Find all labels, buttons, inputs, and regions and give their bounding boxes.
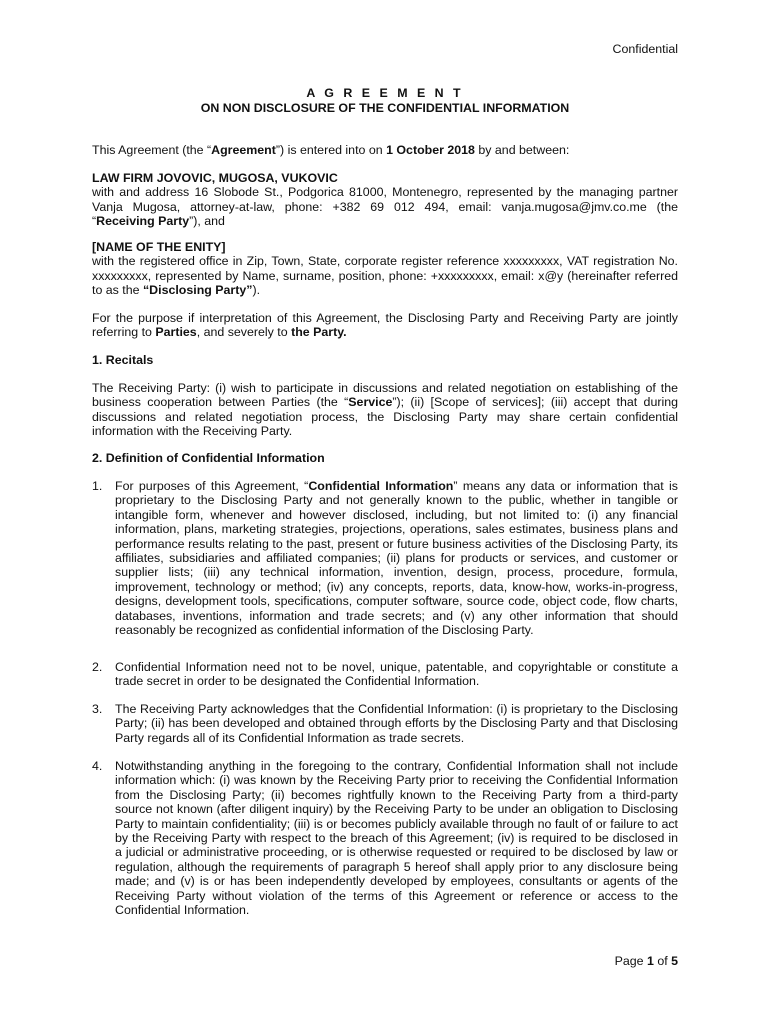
- intro-text-middle: ”) is entered into on: [275, 143, 387, 157]
- item-text-before: For purposes of this Agreement, “: [115, 479, 309, 493]
- disclosing-details-text: with the registered office in Zip, Town, State, corporate register reference xxxxxxxxx, VAT registration No. xxxxxxxxx, represented by Name, surname, position, phone: +xxxxxxxxx, email: x@y (hereinafter referred to as the: [92, 254, 678, 298]
- list-item: [92, 702, 678, 745]
- list-item-text: [115, 479, 678, 637]
- recitals-after: ”); (ii) [Scope of services]; (iii) accept that during discussions and related negotiation process, the Disclosing Party may share certain confidential information with the Receiving Party.: [92, 395, 678, 439]
- disclosing-after: ).: [252, 283, 261, 298]
- intro-paragraph: [92, 143, 678, 157]
- intro-text-before: This Agreement (the “: [92, 143, 212, 157]
- confidential-information-term: Confidential Information: [308, 479, 454, 493]
- purpose-before: For the purpose if interpretation of this Agreement, the Disclosing Party and Receiving Party are jointly referring to: [92, 311, 678, 340]
- page-current: 1: [646, 954, 654, 968]
- receiving-party-block: [92, 171, 678, 229]
- receiving-details-text: with and address 16 Slobode St., Podgorica 81000, Montenegro, represented by the managing partner Vanja Mugosa, attorney-at-law, phone: +382 69 012 494, email: vanja.mugosa@jmv.co.me (the “: [92, 185, 678, 229]
- item-text-before: Confidential Information need not to be novel, unique, patentable, and copyrightable or constitute a trade secret in order to be designated the Confidential Information.: [115, 660, 678, 689]
- item-text-after: ” means any data or information that is proprietary to the Disclosing Party and not generally known to the public, whether in tangible or intangible form, whenever and however disclosed, including, but not limited to: (i) any financial information, plans, marketing strategies, projections, operations, sales estimates, business plans and performance results relating to the past, present or future business activities of the Disclosing Party, its affiliates, subsidiaries and affiliated companies; (ii) plans for products or services, and customer or supplier lists; (iii) any technical information, invention, design, process, procedure, formula, improvement, technology or method; (iv) any concepts, reports, data, know-how, works-in-progress, designs, development tools, specifications, computer software, source code, object code, flow charts, databases, inventions, information and trade secrets; and (v) any other information that should reasonably be recognized as confidential information of the Disclosing Party.: [115, 479, 679, 638]
- page-of-label: of: [653, 954, 672, 968]
- agreement-date: 1 October 2018: [386, 143, 475, 157]
- page-label: Page: [614, 954, 647, 968]
- section-1-heading: 1. Recitals: [92, 353, 154, 367]
- receiving-party-name: LAW FIRM JOVOVIC, MUGOSA, VUKOVIC: [92, 171, 338, 185]
- disclosing-party-details: [92, 254, 678, 297]
- receiving-party-term: Receiving Party: [96, 214, 190, 229]
- receiving-party-details: [92, 185, 678, 228]
- list-item: [92, 479, 678, 637]
- agreement-subtitle: ON NON DISCLOSURE OF THE CONFIDENTIAL INFORMATION: [200, 101, 570, 115]
- disclosing-party-block: [92, 240, 678, 298]
- list-item: [92, 660, 678, 689]
- service-term: Service: [348, 395, 393, 410]
- list-item-text: [115, 660, 678, 689]
- list-item-number: 1.: [92, 479, 103, 493]
- page-total: 5: [671, 954, 678, 968]
- list-item-text: [115, 759, 678, 917]
- list-item-number: 4.: [92, 759, 103, 773]
- party-term: the Party.: [291, 325, 347, 340]
- intro-text-after: by and between:: [474, 143, 570, 157]
- agreement-title: A G R E E M E N T: [306, 86, 464, 100]
- agreement-term: Agreement: [211, 143, 276, 157]
- purpose-paragraph: [92, 311, 678, 340]
- recitals-before: The Receiving Party: (i) wish to participate in discussions and related negotiation on establishing of the business cooperation between Parties (the “: [92, 381, 678, 410]
- list-item-text: [115, 702, 678, 745]
- disclosing-party-name: [NAME OF THE ENITY]: [92, 240, 226, 254]
- list-item-number: 2.: [92, 660, 103, 674]
- parties-term: Parties: [155, 325, 197, 340]
- section-2-heading: 2. Definition of Confidential Information: [92, 451, 325, 465]
- receiving-after: ”), and: [189, 214, 225, 229]
- confidential-header: Confidential: [612, 42, 678, 56]
- page-footer: [615, 954, 678, 968]
- list-item: [92, 759, 678, 917]
- disclosing-party-term: “Disclosing Party”: [142, 283, 253, 298]
- recitals-paragraph: [92, 381, 678, 439]
- purpose-middle: , and severely to: [196, 325, 292, 340]
- item-text-before: The Receiving Party acknowledges that the Confidential Information: (i) is proprietary to the Disclosing Party; (ii) has been developed and obtained through efforts by the Disclosing Party and that Disclosing Party regards all of its Confidential Information as trade secrets.: [115, 702, 678, 745]
- list-item-number: 3.: [92, 702, 103, 716]
- item-text-before: Notwithstanding anything in the foregoing to the contrary, Confidential Information shall not include information which: (i) was known by the Receiving Party prior to receiving the Confidential Information from the Disclosing Party; (ii) becomes rightfully known to the Receiving Party from a third-party source not known (after diligent inquiry) by the Receiving Party to be under an obligation to Disclosing Party to maintain confidentiality; (iii) is or becomes publicly available through no fault of or failure to act by the Receiving Party with respect to the breach of this Agreement; (iv) is required to be disclosed in a judicial or administrative proceeding, or is otherwise requested or required to be disclosed by law or regulation, although the requirements of paragraph 5 hereof shall apply prior to any disclosure being made; and (v) is or has been independently developed by employees, consultants or agents of the Receiving Party without violation of the terms of this Agreement or reference or access to the Confidential Information.: [115, 759, 678, 918]
